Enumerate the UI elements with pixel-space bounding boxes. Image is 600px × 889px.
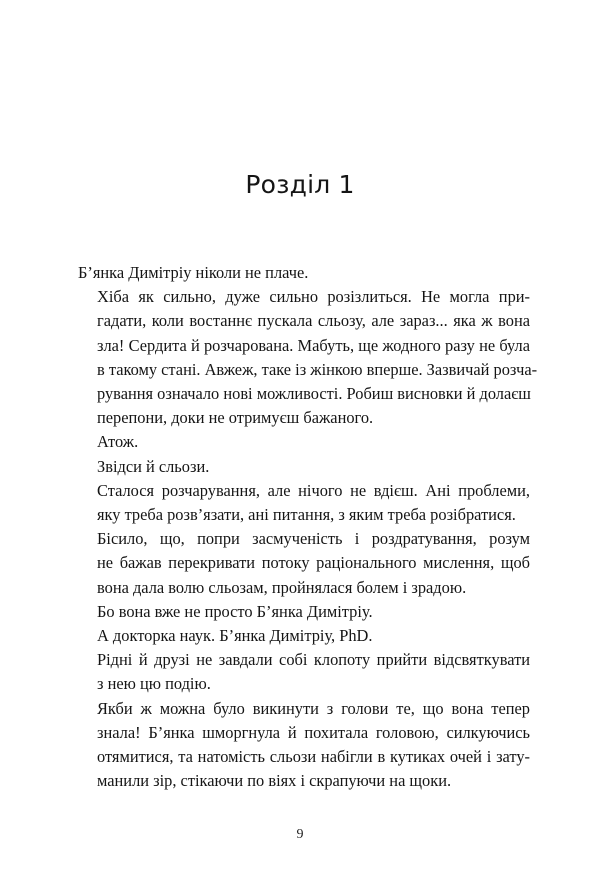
text-line: перепони, доки не отримуєш бажаного. — [97, 408, 374, 428]
text-line: Б’янка Димітріу ніколи не плаче. — [78, 263, 309, 282]
page-number: 9 — [296, 827, 304, 842]
text-line: гадати, коли востаннє пускала сльозу, але зараз... яка ж вона — [97, 311, 530, 331]
text-line: Рідні й друзі не завдали собі клопоту прийти відсвяткувати — [97, 650, 530, 670]
text-line: Хіба як сильно, дуже сильно розізлиться. Не могла при- — [97, 287, 530, 307]
paragraph — [78, 479, 530, 527]
paragraph — [78, 624, 530, 648]
text-line: рування означало нові можливості. Робиш висновки й долаєш — [97, 384, 531, 404]
text-line: з нею цю подію. — [97, 674, 211, 694]
text-line: манили зір, стікаючи по віях і скрапуючи на щоки. — [97, 771, 452, 791]
text-line: А докторка наук. Б’янка Димітріу, PhD. — [97, 626, 373, 646]
chapter-title: Розділ 1 — [245, 170, 355, 199]
text-line: яку треба розв’язати, ані питання, з яким треба розібратися. — [97, 505, 516, 525]
text-line: Бо вона вже не просто Б’янка Димітріу. — [97, 601, 373, 621]
text-line: Звідси й сльози. — [97, 456, 210, 476]
text-line: не бажав перекривати потоку раціонального мислення, щоб — [97, 553, 530, 573]
text-line: знала! Б’янка шморгнула й похитала головою, силкуючись — [97, 722, 530, 742]
text-line: отямитися, та натомість сльози набігли в кутиках очей і зату- — [97, 747, 530, 767]
text-line: вона дала волю сльозам, пройнялася болем і зрадою. — [97, 577, 467, 597]
text-line: в такому стані. Авжеж, таке із жінкою вперше. Зазвичай розча- — [97, 359, 538, 379]
paragraph — [78, 261, 530, 285]
text-line: Якби ж можна було викинути з голови те, що вона тепер — [97, 698, 530, 718]
text-line: Атож. — [97, 432, 139, 452]
paragraph — [78, 600, 530, 624]
text-line: Бісило, що, попри засмученість і роздратування, розум — [97, 529, 530, 549]
paragraph — [78, 285, 538, 430]
text-line: зла! Сердита й розчарована. Мабуть, ще жодного разу не була — [97, 335, 530, 355]
paragraph — [78, 697, 530, 794]
chapter-body — [78, 261, 538, 793]
paragraph — [78, 648, 530, 696]
paragraph — [78, 527, 530, 600]
paragraph — [78, 455, 530, 479]
paragraph — [78, 430, 530, 454]
text-line: Сталося розчарування, але нічого не вдієш. Ані проблеми, — [97, 480, 530, 500]
